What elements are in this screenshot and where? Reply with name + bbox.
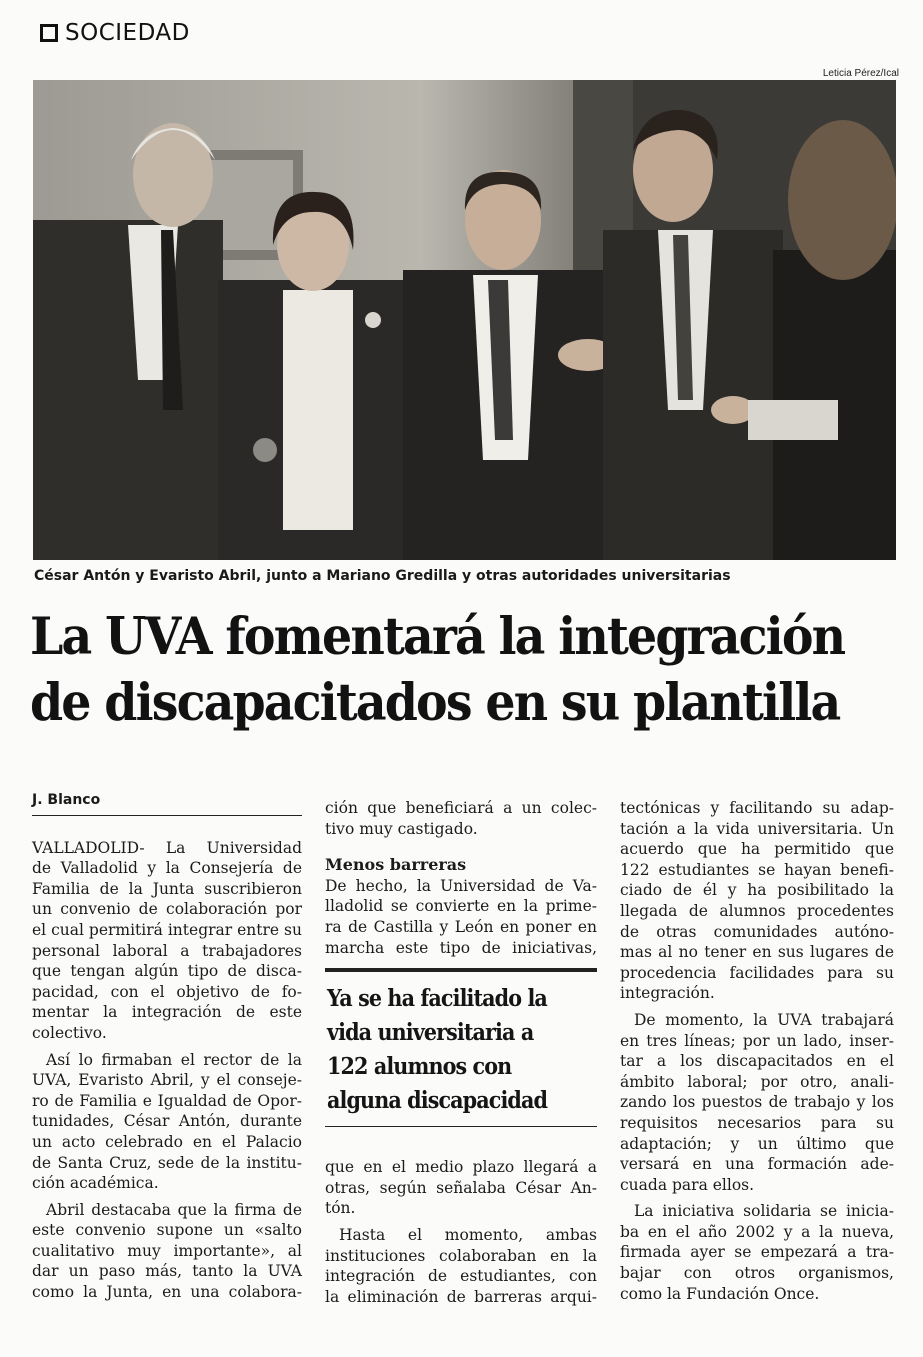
- text-line: ba en el año 2002 y a la nueva,: [620, 1222, 894, 1241]
- text-line: versará en una formación ade-: [620, 1155, 894, 1174]
- text-line: dar un paso más, tanto la UVA: [32, 1262, 302, 1281]
- text-line: ra de Castilla y León en poner en: [325, 917, 597, 936]
- text-line: de otras comunidades autóno-: [620, 922, 894, 941]
- text-line: lladolid se convierte en la prime-: [325, 897, 597, 916]
- col2-paragraph-3: [325, 1157, 597, 1219]
- col2-paragraph-1: [325, 798, 597, 839]
- section-header: [40, 18, 190, 48]
- text-line: integración.: [620, 984, 715, 1003]
- text-line: de Valladolid y la Consejería de: [32, 859, 302, 878]
- text-line: ción académica.: [32, 1174, 159, 1193]
- text-line: De momento, la UVA trabajará: [634, 1010, 894, 1029]
- text-line: la eliminación de barreras arqui-: [325, 1287, 597, 1306]
- byline: J. Blanco: [32, 790, 302, 816]
- text-line: como la Junta, en una colabora-: [32, 1283, 302, 1302]
- col2-paragraph-2: [325, 876, 597, 958]
- text-line: UVA, Evaristo Abril, y el conseje-: [32, 1071, 302, 1090]
- text-line: tectónicas y facilitando su adap-: [620, 799, 894, 817]
- pull-quote-line: alguna discapacidad: [327, 1087, 548, 1115]
- text-line: tación a la vida universitaria. Un: [620, 819, 894, 838]
- pull-quote-line: Ya se ha facilitado la: [327, 985, 547, 1013]
- text-line: instituciones colaboraban en la: [325, 1246, 597, 1265]
- text-line: un convenio de colaboración por: [32, 900, 302, 919]
- headline-line-2: de discapacitados en su plantilla: [30, 673, 840, 733]
- text-line: adaptación; y un último que: [620, 1134, 894, 1153]
- text-line: personal laboral a trabajadores: [32, 941, 302, 960]
- text-line: tar a los discapacitados en el: [620, 1052, 894, 1071]
- text-line: Abril destacaba que la firma de: [46, 1200, 302, 1219]
- text-line: mas al no tener en sus lugares de: [620, 943, 894, 962]
- text-line: que en el medio plazo llegará a: [325, 1158, 597, 1177]
- col3-paragraph-2: [620, 1010, 894, 1195]
- photo-credit: Leticia Pérez/Ical: [822, 68, 899, 79]
- col3-paragraph-1: [620, 798, 894, 1004]
- subheading: Menos barreras: [325, 855, 467, 875]
- col1-paragraph-3: [32, 1200, 302, 1303]
- text-line: un acto celebrado en el Palacio: [32, 1132, 302, 1151]
- text-line: tunidades, César Antón, durante: [32, 1112, 302, 1131]
- article-column-2: [325, 798, 597, 1307]
- section-label: SOCIEDAD: [65, 20, 190, 46]
- text-line: 122 estudiantes se hayan benefi-: [620, 860, 894, 879]
- text-line: La iniciativa solidaria se inicia-: [634, 1202, 894, 1221]
- text-line: ciado de él y ha posibilitado la: [620, 881, 894, 900]
- article-column-3: [620, 798, 894, 1304]
- text-line: acuerdo que ha permitido que: [620, 840, 894, 859]
- section-square-icon: [40, 24, 58, 42]
- text-line: Hasta el momento, ambas: [339, 1225, 597, 1244]
- text-line: De hecho, la Universidad de Va-: [325, 876, 597, 895]
- col1-paragraph-1: [32, 838, 302, 1044]
- text-line: requisitos necesarios para su: [620, 1113, 894, 1132]
- col2-paragraph-4: [325, 1225, 597, 1307]
- text-line: ámbito laboral; por otro, anali-: [620, 1072, 894, 1091]
- pull-quote-line: 122 alumnos con: [327, 1053, 512, 1081]
- text-line: mentar la integración de este: [32, 1003, 302, 1022]
- headline: [30, 604, 848, 736]
- text-line: este convenio supone un «salto: [32, 1221, 302, 1240]
- text-line: Así lo firmaban el rector de la: [46, 1050, 302, 1069]
- text-line: tivo muy castigado.: [325, 819, 478, 838]
- photo-caption: César Antón y Evaristo Abril, junto a Mariano Gredilla y otras autoridades universitarias: [34, 568, 731, 584]
- text-line: como la Fundación Once.: [620, 1284, 820, 1303]
- text-line: VALLADOLID- La Universidad: [32, 838, 302, 857]
- pull-quote: [325, 968, 597, 1127]
- text-line: cuada para ellos.: [620, 1175, 755, 1194]
- pull-quote-line: vida universitaria a: [327, 1019, 534, 1047]
- text-line: de Santa Cruz, sede de la institu-: [32, 1153, 302, 1172]
- col3-paragraph-3: [620, 1201, 894, 1304]
- news-photo: [33, 80, 896, 560]
- text-line: ción que beneficiará a un colec-: [325, 799, 597, 817]
- col1-paragraph-2: [32, 1050, 302, 1194]
- text-line: colectivo.: [32, 1023, 107, 1042]
- headline-line-1: La UVA fomentará la integración: [30, 607, 845, 667]
- text-line: integración de estudiantes, con: [325, 1267, 597, 1286]
- text-line: que tengan algún tipo de disca-: [32, 962, 302, 981]
- text-line: zando los puestos de trabajo y los: [620, 1093, 894, 1112]
- text-line: firmada ayer se empezará a tra-: [620, 1243, 894, 1262]
- text-line: pacidad, con el objetivo de fo-: [32, 982, 302, 1001]
- text-line: Familia de la Junta suscribieron: [32, 879, 302, 898]
- text-line: bajar con otros organismos,: [620, 1264, 894, 1283]
- text-line: marcha este tipo de iniciativas,: [325, 938, 597, 957]
- text-line: procedencia facilidades para su: [620, 963, 894, 982]
- text-line: tón.: [325, 1199, 356, 1218]
- text-line: llegada de alumnos procedentes: [620, 901, 894, 920]
- text-line: cualitativo muy importante», al: [32, 1241, 302, 1260]
- news-photo-illustration: [33, 80, 896, 560]
- text-line: otras, según señalaba César An-: [325, 1178, 597, 1197]
- text-line: el cual permitirá integrar entre su: [32, 920, 302, 939]
- article-column-1: [32, 790, 302, 1303]
- text-line: en tres líneas; por un lado, inser-: [620, 1031, 894, 1050]
- text-line: ro de Familia e Igualdad de Opor-: [32, 1091, 302, 1110]
